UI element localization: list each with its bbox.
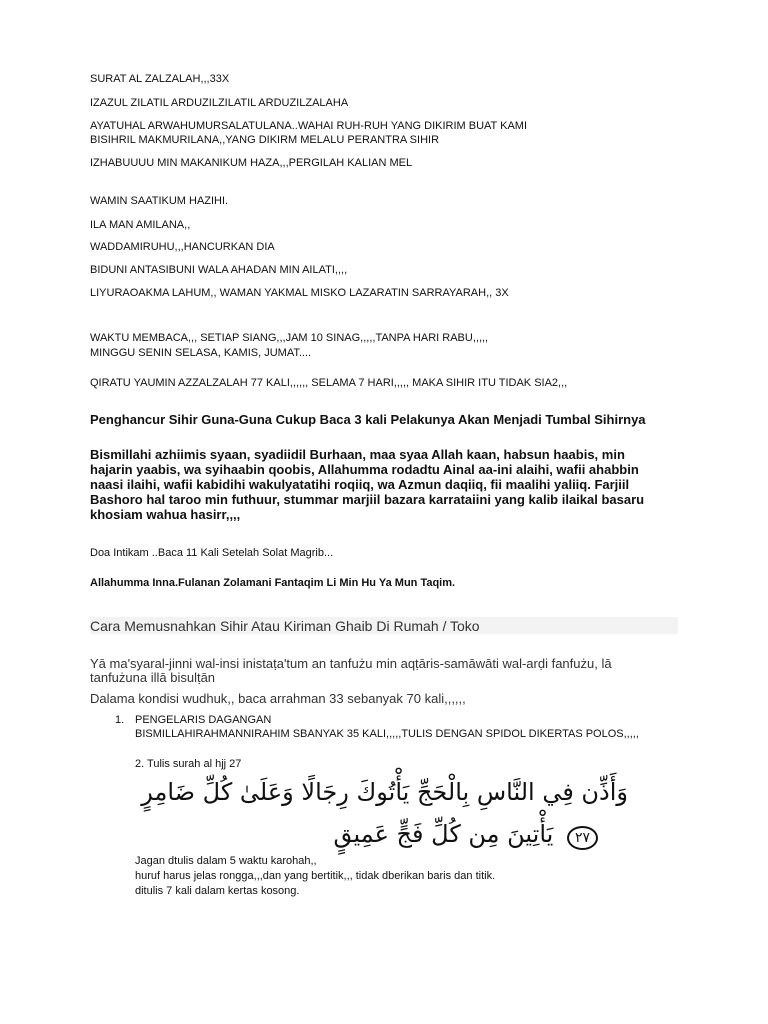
paragraph-line: khosiam wahua hasirr,,,, — [90, 507, 241, 522]
note-line: huruf harus jelas rongga,,,dan yang bertitik,,, tidak dberikan baris dan titik. — [135, 870, 496, 882]
text-line: LIYURAOAKMA LAHUM,, WAMAN YAKMAL MISKO LAZARATIN SARRAYARAH,, 3X — [90, 287, 509, 299]
text-line: IZAZUL ZILATIL ARDUZILZILATIL ARDUZILZALAHA — [90, 97, 349, 109]
list-item-title: PENGELARIS DAGANGAN — [135, 714, 272, 726]
list-item-2: 2. Tulis surah al hjj 27 — [135, 758, 242, 770]
doc-title: SURAT AL ZALZALAH,,,33X — [90, 73, 230, 85]
text-line: WAKTU MEMBACA,,, SETIAP SIANG,,,JAM 10 SINAG,,,,,TANPA HARI RABU,,,,, — [90, 332, 489, 344]
ayah-number-marker: ٢٧ — [567, 826, 598, 850]
section-heading: Penghancur Sihir Guna-Guna Cukup Baca 3 kali Pelakunya Akan Menjadi Tumbal Sihirnya — [90, 412, 646, 427]
text-line: WADDAMIRUHU,,,HANCURKAN DIA — [90, 241, 275, 253]
text-line: MINGGU SENIN SELASA, KAMIS, JUMAT.... — [90, 347, 312, 359]
text-line: IZHABUUUU MIN MAKANIKUM HAZA,,,PERGILAH KALIAN MEL — [90, 157, 413, 169]
note-line: Jagan dtulis dalam 5 waktu karohah,, — [135, 855, 317, 867]
text-line: QIRATU YAUMIN AZZALZALAH 77 KALI,,,,,, SELAMA 7 HARI,,,,, MAKA SIHIR ITU TIDAK SIA2,,, — [90, 377, 568, 389]
paragraph-line: Bismillahi azhiimis syaan, syadiidil Burhaan, maa syaa Allah kaan, habsun haabis, min — [90, 447, 625, 462]
section-heading-2: Cara Memusnahkan Sihir Atau Kiriman Ghaib Di Rumah / Toko — [90, 618, 480, 634]
paragraph-line: hajarin yaabis, wa syihaabin qoobis, Allahumma rodadtu Ainal aa-ini alaihi, wafii ahabbin — [90, 462, 639, 477]
text-line: AYATUHAL ARWAHUMURSALATULANA..WAHAI RUH-RUH YANG DIKIRIM BUAT KAMI — [90, 120, 528, 132]
doa-text: Allahumma Inna.Fulanan Zolamani Fantaqim Li Min Hu Ya Mun Taqim. — [90, 577, 456, 589]
arabic-verse-text: يَأْتِينَ مِن كُلِّ فَجٍّ عَمِيقٍ — [333, 820, 554, 848]
transliteration-line: Yā ma'syaral-jinni wal-insi inistaṭa'tum an tanfużu min aqṭāris-samāwāti wal-arḍi fanfużu, lā — [90, 656, 612, 671]
text-line: BIDUNI ANTASIBUNI WALA AHADAN MIN AILATI,,,, — [90, 264, 348, 276]
doa-instruction: Doa Intikam ..Baca 11 Kali Setelah Solat Magrib... — [90, 547, 334, 559]
arabic-verse-line-1: وَأَذِّن فِي النَّاسِ بِالْحَجِّ يَأْتُوكَ رِجَالًا وَعَلَىٰ كُلِّ ضَامِرٍ — [141, 778, 628, 806]
transliteration-line: tanfużuna illā bisulṭān — [90, 670, 216, 685]
note-line: ditulis 7 kali dalam kertas kosong. — [135, 885, 300, 897]
list-number: 1. — [115, 714, 125, 726]
text-line: BISIHRIL MAKMURILANA,,YANG DIKIRM MELALU PERANTRA SIHIR — [90, 134, 440, 146]
text-line: ILA MAN AMILANA,, — [90, 219, 191, 231]
paragraph-line: Bashoro hal taroo min futhuur, stummar marjiil bazara karrataiini yang kalib ilaikal basaru — [90, 492, 645, 507]
instruction-line: Dalama kondisi wudhuk,, baca arrahman 33 sebanyak 70 kali,,,,,, — [90, 691, 466, 706]
text-line: WAMIN SAATIKUM HAZIHI. — [90, 195, 229, 207]
paragraph-line: naasi ilaihi, wafii kabidihi wakulyatatihi roqiiq, wa Azmun daqiiq, fii maalihi yaliiq. Farjiil — [90, 477, 630, 492]
list-item-text: BISMILLAHIRAHMANNIRAHIM SBANYAK 35 KALI,,,,,TULIS DENGAN SPIDOL DIKERTAS POLOS,,,,, — [135, 728, 639, 740]
arabic-verse-line-2 — [333, 820, 598, 850]
